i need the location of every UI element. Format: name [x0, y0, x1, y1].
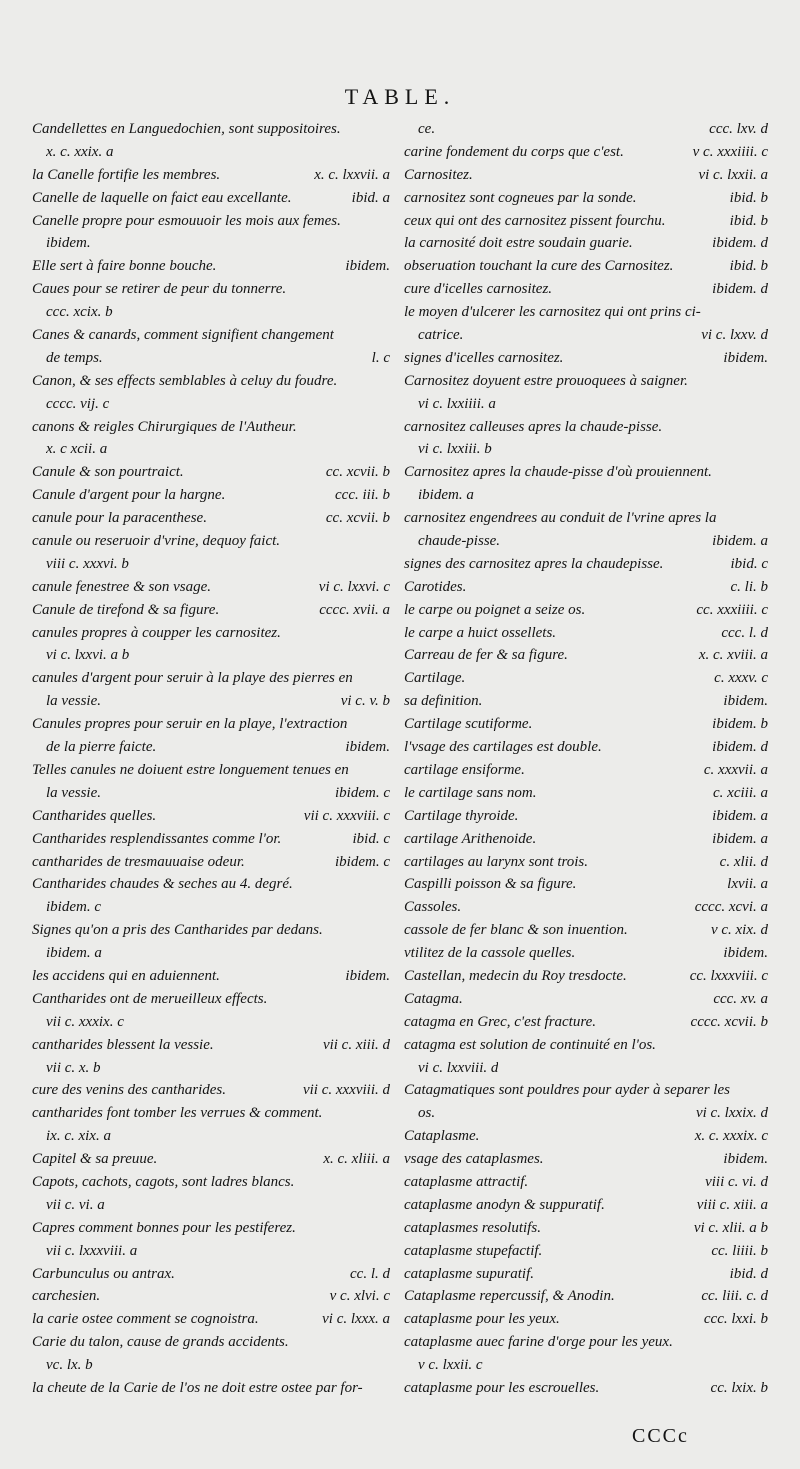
- index-entry: [404, 461, 768, 484]
- entry-text: Carotides.: [404, 578, 467, 595]
- entry-reference: ibidem.: [723, 693, 768, 710]
- entry-text: Cantharides chaudes & seches au 4. degré.: [32, 876, 293, 893]
- entry-text: Carnositez apres la chaude-pisse d'où prouiennent.: [404, 464, 712, 481]
- entry-reference: cc. xcvii. b: [325, 510, 390, 527]
- entry-reference: cc. xxxiiii. c: [696, 601, 768, 618]
- entry-reference: ibid. b: [729, 189, 768, 206]
- index-entry: [404, 576, 768, 599]
- entry-text: Carie du talon, cause de grands accidents.: [32, 1334, 289, 1351]
- entry-text: Canelle propre pour esmouuoir les mois aux femes.: [32, 212, 341, 229]
- index-entry: [404, 1377, 768, 1400]
- entry-text: ix. c. xix. a: [46, 1128, 111, 1145]
- entry-text: vc. lx. b: [46, 1357, 93, 1374]
- entry-text: catagma en Grec, c'est fracture.: [404, 1013, 597, 1030]
- index-entry: [32, 690, 390, 713]
- entry-text: la vessie.: [46, 784, 101, 801]
- index-entry: [32, 713, 390, 736]
- entry-text: vii c. x. b: [46, 1059, 101, 1076]
- index-entry: [404, 347, 768, 370]
- entry-reference: ibidem. a: [712, 830, 768, 847]
- entry-text: cccc. vij. c: [46, 395, 110, 412]
- index-entry: [404, 118, 768, 141]
- entry-text: carine fondement du corps que c'est.: [404, 143, 624, 160]
- index-entry: [32, 851, 390, 874]
- index-entry: [404, 599, 768, 622]
- entry-text: Cassoles.: [404, 899, 462, 916]
- index-entry: [404, 851, 768, 874]
- entry-text: le moyen d'ulcerer les carnositez qui ont prins ci-: [404, 304, 701, 321]
- entry-text: sa definition.: [404, 693, 483, 710]
- entry-reference: ibidem. c: [335, 853, 390, 870]
- entry-reference: vii c. xxxviii. d: [302, 1082, 390, 1099]
- entry-text: x. c xcii. a: [46, 441, 108, 458]
- index-entry: [404, 988, 768, 1011]
- index-entry: [32, 965, 390, 988]
- entry-reference: cc. l. d: [350, 1265, 390, 1282]
- entry-text: de temps.: [46, 349, 103, 366]
- index-entry: [32, 667, 390, 690]
- index-entry: [32, 164, 390, 187]
- entry-text: Canelle de laquelle on faict eau excellante.: [32, 189, 292, 206]
- entry-text: le cartilage sans nom.: [404, 784, 537, 801]
- entry-reference: vii c. xiii. d: [322, 1036, 390, 1053]
- index-entry: [404, 622, 768, 645]
- entry-text: Carnositez doyuent estre prouoquees à saigner.: [404, 372, 688, 389]
- index-entry: [32, 805, 390, 828]
- entry-text: Carreau de fer & sa figure.: [404, 647, 568, 664]
- index-entry: [404, 736, 768, 759]
- entry-reference: v c. xlvi. c: [329, 1288, 390, 1305]
- index-entry: [32, 1171, 390, 1194]
- entry-text: Cantharides quelles.: [32, 807, 157, 824]
- entry-text: ibidem. a: [418, 487, 474, 504]
- index-entry: [404, 965, 768, 988]
- index-entry: [404, 644, 768, 667]
- entry-text: Cartilage thyroide.: [404, 807, 519, 824]
- index-entry: [404, 667, 768, 690]
- entry-reference: vi c. v. b: [340, 693, 390, 710]
- index-entry: [32, 1217, 390, 1240]
- entry-text: signes d'icelles carnositez.: [404, 349, 564, 366]
- entry-text: de la pierre faicte.: [46, 739, 157, 756]
- entry-text: Cartilage scutiforme.: [404, 716, 533, 733]
- entry-text: Capitel & sa preuue.: [32, 1151, 158, 1168]
- entry-text: canule fenestree & son vsage.: [32, 578, 211, 595]
- entry-text: ibidem. a: [46, 945, 102, 962]
- entry-text: cataplasme pour les escrouelles.: [404, 1379, 600, 1396]
- index-entry: [32, 828, 390, 851]
- entry-reference: ibidem.: [345, 739, 390, 756]
- entry-reference: ibidem. c: [335, 784, 390, 801]
- index-entry: [404, 1171, 768, 1194]
- index-entry: [404, 1034, 768, 1057]
- index-entry: [32, 210, 390, 233]
- index-entry: [32, 1148, 390, 1171]
- index-entry: [404, 301, 768, 324]
- entry-text: Carbunculus ou antrax.: [32, 1265, 175, 1282]
- entry-reference: ibidem. b: [712, 716, 768, 733]
- index-entry: [404, 484, 768, 507]
- index-entry: [404, 1125, 768, 1148]
- entry-text: la carie ostee comment se cognoistra.: [32, 1311, 259, 1328]
- index-entry: [404, 1331, 768, 1354]
- index-entry: [32, 370, 390, 393]
- entry-reference: vi c. xlii. a b: [693, 1219, 768, 1236]
- entry-reference: ccc. lxv. d: [709, 121, 768, 137]
- index-entry: [32, 255, 390, 278]
- entry-reference: l. c: [371, 349, 390, 366]
- entry-text: le carpe a huict ossellets.: [404, 624, 557, 641]
- entry-text: Canule de tirefond & sa figure.: [32, 601, 220, 618]
- index-entry: [32, 118, 390, 141]
- index-entry: [32, 736, 390, 759]
- entry-reference: ibid. d: [729, 1265, 768, 1282]
- entry-text: vsage des cataplasmes.: [404, 1151, 544, 1168]
- entry-text: Cataplasme repercussif, & Anodin.: [404, 1288, 615, 1305]
- entry-text: Canule d'argent pour la hargne.: [32, 487, 226, 504]
- index-entry: [404, 1148, 768, 1171]
- entry-reference: ibidem. a: [712, 533, 768, 550]
- index-entry: [32, 484, 390, 507]
- entry-text: Telles canules ne doiuent estre longuement tenues en: [32, 761, 349, 778]
- entry-reference: cc. lxix. b: [710, 1379, 768, 1396]
- entry-text: cataplasme anodyn & suppuratif.: [404, 1196, 605, 1213]
- entry-text: la Canelle fortifie les membres.: [32, 166, 221, 183]
- entry-reference: v c. xix. d: [710, 922, 768, 939]
- index-entry: [404, 507, 768, 530]
- entry-reference: ibidem.: [723, 349, 768, 366]
- entry-reference: ibidem. a: [712, 807, 768, 824]
- index-entry: [404, 1102, 768, 1125]
- index-entry: [32, 988, 390, 1011]
- index-entry: [404, 164, 768, 187]
- index-entry: [32, 873, 390, 896]
- index-entry: [32, 301, 390, 324]
- entry-text: Candellettes en Languedochien, sont suppositoires.: [32, 121, 341, 137]
- index-entry: [404, 416, 768, 439]
- index-entry: [404, 1263, 768, 1286]
- entry-reference: ibid. c: [352, 830, 390, 847]
- entry-reference: ccc. l. d: [721, 624, 768, 641]
- signature-mark: CCCc: [632, 1425, 689, 1447]
- entry-reference: ibidem.: [345, 258, 390, 275]
- index-entry: [32, 919, 390, 942]
- entry-reference: lxvii. a: [727, 876, 768, 893]
- entry-text: cantharides font tomber les verrues & comment.: [32, 1105, 323, 1122]
- entry-reference: cc. liii. c. d: [701, 1288, 768, 1305]
- entry-text: canules d'argent pour seruir à la playe des pierres en: [32, 670, 353, 687]
- entry-text: vii c. vi. a: [46, 1196, 105, 1213]
- index-entry: [32, 416, 390, 439]
- entry-reference: c. xlii. d: [719, 853, 768, 870]
- index-entry: [32, 1377, 390, 1400]
- index-entry: [404, 873, 768, 896]
- entry-reference: ibidem.: [723, 945, 768, 962]
- index-entry: [32, 576, 390, 599]
- entry-reference: vi c. lxxvi. c: [318, 578, 390, 595]
- index-entry: [32, 324, 390, 347]
- entry-text: vi c. lxxiii. b: [418, 441, 492, 458]
- index-entry: [404, 1194, 768, 1217]
- index-entry: [404, 1240, 768, 1263]
- entry-text: Canule & son pourtraict.: [32, 464, 184, 481]
- entry-text: cataplasmes resolutifs.: [404, 1219, 541, 1236]
- entry-text: catagma est solution de continuité en l'os.: [404, 1036, 656, 1053]
- index-entry: [404, 1217, 768, 1240]
- entry-text: cataplasme auec farine d'orge pour les yeux.: [404, 1334, 673, 1351]
- entry-text: carnositez calleuses apres la chaude-pisse.: [404, 418, 663, 435]
- entry-text: canules propres à coupper les carnositez.: [32, 624, 281, 641]
- entry-text: Capots, cachots, cagots, sont ladres blancs.: [32, 1173, 295, 1190]
- entry-text: canule ou reseruoir d'vrine, dequoy faict.: [32, 533, 281, 550]
- index-entry: [32, 553, 390, 576]
- index-entry: [404, 1079, 768, 1102]
- entry-text: Canon, & ses effects semblables à celuy du foudre.: [32, 372, 338, 389]
- index-entry: [32, 507, 390, 530]
- entry-reference: vi c. lxxv. d: [701, 327, 768, 344]
- entry-reference: vi c. lxxx. a: [322, 1311, 390, 1328]
- entry-reference: ibid. c: [730, 555, 768, 572]
- entry-reference: viii c. xiii. a: [696, 1196, 768, 1213]
- entry-text: cassole de fer blanc & son inuention.: [404, 922, 628, 939]
- entry-text: Cataplasme.: [404, 1128, 480, 1145]
- index-entry: [32, 1194, 390, 1217]
- index-entry: [404, 1057, 768, 1080]
- index-entry: [404, 141, 768, 164]
- index-entry: [32, 942, 390, 965]
- index-entry: [32, 347, 390, 370]
- entry-text: la cheute de la Carie de l'os ne doit estre ostee par for-: [32, 1379, 363, 1396]
- entry-reference: ccc. lxxi. b: [703, 1311, 768, 1328]
- entry-reference: cccc. xcvi. a: [694, 899, 768, 916]
- index-entry: [32, 187, 390, 210]
- entry-text: Capres comment bonnes pour les pestiferez.: [32, 1219, 296, 1236]
- index-entry: [32, 530, 390, 553]
- index-entry: [404, 393, 768, 416]
- entry-text: carnositez sont cogneues par la sonde.: [404, 189, 637, 206]
- entry-text: Catagma.: [404, 990, 463, 1007]
- entry-reference: ibidem.: [723, 1151, 768, 1168]
- entry-text: cartilages au larynx sont trois.: [404, 853, 589, 870]
- entry-reference: c. xxxv. c: [714, 670, 768, 687]
- index-entry: [32, 232, 390, 255]
- entry-text: Cantharides ont de merueilleux effects.: [32, 990, 268, 1007]
- index-entry: [32, 1079, 390, 1102]
- entry-reference: vi c. lxxii. a: [698, 166, 768, 183]
- entry-reference: vii c. xxxviii. c: [303, 807, 390, 824]
- entry-text: cataplasme stupefactif.: [404, 1242, 543, 1259]
- index-entry: [32, 1331, 390, 1354]
- page-heading: TABLE.: [344, 84, 456, 109]
- entry-reference: ibid. a: [351, 189, 390, 206]
- index-entry: [404, 1011, 768, 1034]
- entry-text: Carnositez.: [404, 166, 473, 183]
- entry-text: canons & reigles Chirurgiques de l'Autheur.: [32, 418, 297, 435]
- entry-text: vi c. lxxviii. d: [418, 1059, 499, 1076]
- entry-text: catrice.: [418, 327, 464, 344]
- index-entry: [404, 1285, 768, 1308]
- index-entry: [32, 1034, 390, 1057]
- entry-text: cure d'icelles carnositez.: [404, 281, 553, 298]
- entry-reference: ccc. iii. b: [335, 487, 390, 504]
- entry-text: cataplasme supuratif.: [404, 1265, 534, 1282]
- entry-text: Caues pour se retirer de peur du tonnerre.: [32, 281, 287, 298]
- entry-text: Elle sert à faire bonne bouche.: [32, 258, 217, 275]
- index-entry: [32, 1102, 390, 1125]
- entry-text: obseruation touchant la cure des Carnositez.: [404, 258, 674, 275]
- entry-text: cantharides de tresmauuaise odeur.: [32, 853, 245, 870]
- entry-text: vi c. lxxvi. a b: [46, 647, 130, 664]
- index-entry: [32, 782, 390, 805]
- index-entry: [32, 438, 390, 461]
- entry-reference: viii c. vi. d: [705, 1173, 768, 1190]
- entry-text: cartilage ensiforme.: [404, 761, 525, 778]
- index-entry: [404, 553, 768, 576]
- index-entry: [32, 1263, 390, 1286]
- entry-text: la vessie.: [46, 693, 101, 710]
- index-entry: [32, 1354, 390, 1377]
- index-entry: [32, 1011, 390, 1034]
- index-entry: [404, 210, 768, 233]
- index-entry: [32, 644, 390, 667]
- entry-reference: x. c. xxxix. c: [694, 1128, 768, 1145]
- index-entry: [404, 255, 768, 278]
- index-entry: [32, 393, 390, 416]
- entry-reference: vi c. lxxix. d: [695, 1105, 768, 1122]
- index-entry: [404, 828, 768, 851]
- index-entry: [404, 370, 768, 393]
- index-entry: [404, 1308, 768, 1331]
- entry-reference: ibid. b: [729, 258, 768, 275]
- entry-text: ce.: [418, 121, 436, 137]
- entry-text: ceux qui ont des carnositez pissent fourchu.: [404, 212, 666, 229]
- index-entry: [404, 530, 768, 553]
- index-entry: [32, 896, 390, 919]
- entry-text: vtilitez de la cassole quelles.: [404, 945, 576, 962]
- index-entry: [404, 919, 768, 942]
- index-entry: [32, 1125, 390, 1148]
- entry-text: vii c. xxxix. c: [46, 1013, 124, 1030]
- entry-text: carchesien.: [32, 1288, 101, 1305]
- entry-text: cure des venins des cantharides.: [32, 1082, 226, 1099]
- entry-text: viii c. xxxvi. b: [46, 555, 129, 572]
- entry-reference: cc. liiii. b: [711, 1242, 768, 1259]
- entry-text: Canes & canards, comment signifient changement: [32, 327, 334, 344]
- entry-text: Cantharides resplendissantes comme l'or.: [32, 830, 282, 847]
- entry-reference: ccc. xv. a: [713, 990, 768, 1007]
- index-entry: [32, 1285, 390, 1308]
- entry-reference: cccc. xcvii. b: [690, 1013, 768, 1030]
- entry-text: l'vsage des cartilages est double.: [404, 739, 602, 756]
- entry-text: cataplasme pour les yeux.: [404, 1311, 560, 1328]
- entry-text: v c. lxxii. c: [418, 1357, 483, 1374]
- index-entry: [404, 438, 768, 461]
- entry-reference: x. c. xviii. a: [698, 647, 768, 664]
- entry-reference: v c. xxxiiii. c: [692, 143, 768, 160]
- index-entry: [404, 232, 768, 255]
- index-entry: [404, 324, 768, 347]
- entry-text: cataplasme attractif.: [404, 1173, 529, 1190]
- index-entry: [32, 759, 390, 782]
- entry-reference: x. c. xliii. a: [323, 1151, 390, 1168]
- index-entry: [32, 461, 390, 484]
- entry-text: Cartilage.: [404, 670, 466, 687]
- entry-text: vi c. lxxiiii. a: [418, 395, 496, 412]
- index-column-left: [32, 118, 390, 1400]
- index-entry: [32, 1240, 390, 1263]
- entry-reference: ibidem. d: [712, 739, 768, 756]
- entry-text: les accidens qui en aduiennent.: [32, 967, 220, 984]
- index-entry: [32, 1057, 390, 1080]
- entry-text: chaude-pisse.: [418, 533, 501, 550]
- entry-reference: ibid. b: [729, 212, 768, 229]
- entry-reference: ibidem.: [345, 967, 390, 984]
- entry-reference: cc. xcvii. b: [325, 464, 390, 481]
- entry-reference: c. li. b: [730, 578, 768, 595]
- entry-text: carnositez engendrees au conduit de l'vrine apres la: [404, 510, 717, 527]
- entry-reference: x. c. lxxvii. a: [314, 166, 390, 183]
- index-entry: [404, 713, 768, 736]
- entry-text: Canules propres pour seruir en la playe, l'extraction: [32, 716, 348, 733]
- entry-text: signes des carnositez apres la chaudepisse.: [404, 555, 664, 572]
- entry-text: ibidem. c: [46, 899, 101, 916]
- index-entry: [404, 805, 768, 828]
- entry-text: vii c. lxxxviii. a: [46, 1242, 138, 1259]
- index-entry: [404, 896, 768, 919]
- entry-text: ccc. xcix. b: [46, 304, 113, 321]
- index-entry: [32, 599, 390, 622]
- entry-reference: cc. lxxxviii. c: [689, 967, 768, 984]
- entry-text: os.: [418, 1105, 436, 1122]
- entry-text: la carnosité doit estre soudain guarie.: [404, 235, 633, 252]
- index-entry: [404, 782, 768, 805]
- index-entry: [32, 622, 390, 645]
- entry-reference: cccc. xvii. a: [319, 601, 390, 618]
- index-entry: [32, 278, 390, 301]
- index-entry: [404, 1354, 768, 1377]
- entry-reference: c. xxxvii. a: [703, 761, 768, 778]
- index-entry: [404, 690, 768, 713]
- entry-text: Caspilli poisson & sa figure.: [404, 876, 577, 893]
- index-column-right: [404, 118, 768, 1400]
- entry-reference: ibidem. d: [712, 281, 768, 298]
- entry-text: ibidem.: [46, 235, 91, 252]
- entry-text: Signes qu'on a pris des Cantharides par dedans.: [32, 922, 323, 939]
- entry-text: Castellan, medecin du Roy tresdocte.: [404, 967, 627, 984]
- index-entry: [32, 1308, 390, 1331]
- entry-reference: ibidem. d: [712, 235, 768, 252]
- entry-reference: c. xciii. a: [713, 784, 768, 801]
- entry-text: x. c. xxix. a: [46, 143, 114, 160]
- index-entry: [404, 187, 768, 210]
- entry-text: cantharides blessent la vessie.: [32, 1036, 214, 1053]
- entry-text: le carpe ou poignet a seize os.: [404, 601, 586, 618]
- entry-text: cartilage Arithenoide.: [404, 830, 537, 847]
- index-entry: [404, 278, 768, 301]
- index-entry: [32, 141, 390, 164]
- entry-text: Catagmatiques sont pouldres pour ayder à separer les: [404, 1082, 730, 1099]
- index-entry: [404, 759, 768, 782]
- entry-text: canule pour la paracenthese.: [32, 510, 207, 527]
- index-entry: [404, 942, 768, 965]
